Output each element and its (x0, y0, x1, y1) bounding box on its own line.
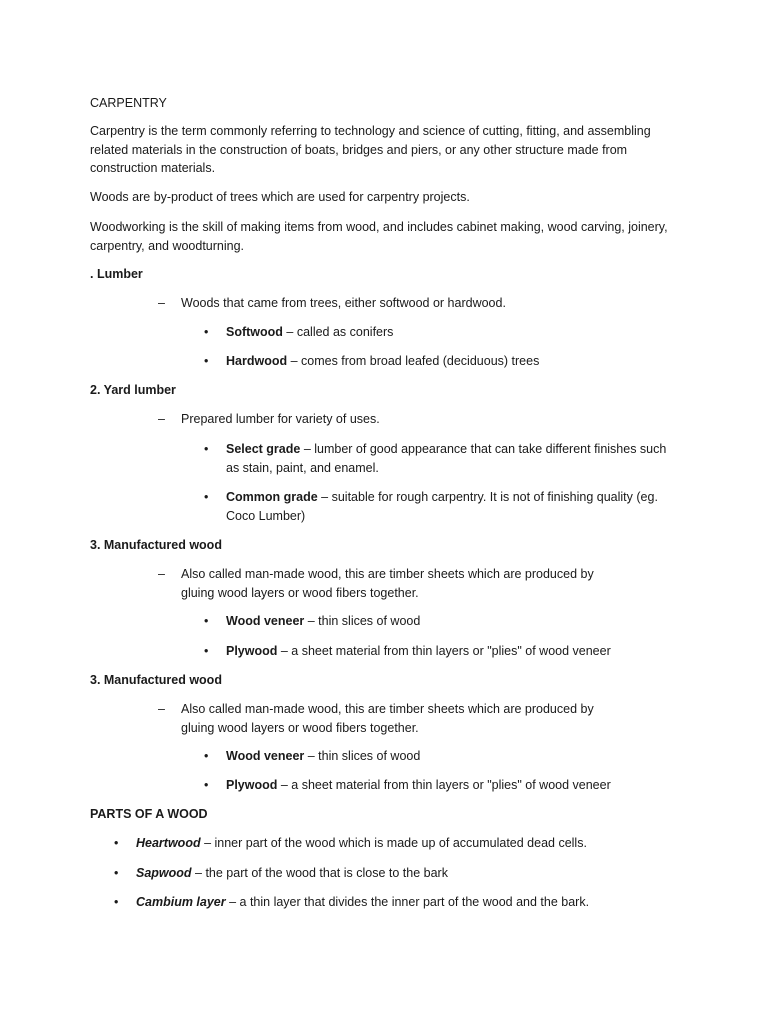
intro-paragraph-2: Woods are by-product of trees which are used for carpentry projects. (90, 190, 470, 204)
bullet-icon: • (204, 644, 209, 658)
bullet-item (204, 440, 674, 477)
parts-item (114, 834, 674, 853)
bullet-icon: • (204, 749, 209, 763)
bullet-item (204, 612, 674, 631)
parts-desc: – a thin layer that divides the inner part of the wood and the bark. (225, 895, 590, 909)
section-heading-parts-of-a-wood: PARTS OF A WOOD (90, 807, 208, 821)
bullet-desc: – thin slices of wood (304, 749, 421, 763)
bullet-item (204, 747, 674, 766)
dash-item (158, 700, 628, 737)
bullet-item (204, 323, 674, 342)
dash-marker: – (158, 296, 165, 310)
dash-item (158, 294, 628, 313)
dash-item (158, 565, 628, 602)
dash-text: Woods that came from trees, either softwood or hardwood. (181, 296, 506, 310)
bullet-icon: • (204, 614, 209, 628)
bullet-icon: • (204, 325, 209, 339)
bullet-item (204, 352, 674, 371)
bullet-item (204, 642, 674, 661)
section-heading-lumber: . Lumber (90, 267, 143, 281)
bullet-desc: – thin slices of wood (304, 614, 421, 628)
bullet-icon: • (204, 354, 209, 368)
bullet-term: Softwood (226, 325, 283, 339)
bullet-term: Wood veneer (226, 614, 305, 628)
bullet-desc: – comes from broad leafed (deciduous) trees (287, 354, 540, 368)
dash-text: Prepared lumber for variety of uses. (181, 412, 380, 426)
parts-item (114, 893, 674, 912)
bullet-icon: • (204, 490, 209, 504)
dash-text: Also called man-made wood, this are timber sheets which are produced by gluing wood layers or wood fibers together. (181, 702, 594, 735)
parts-term: Sapwood (136, 866, 192, 880)
bullet-desc: – a sheet material from thin layers or "plies" of wood veneer (277, 778, 611, 792)
parts-desc: – inner part of the wood which is made up of accumulated dead cells. (200, 836, 587, 850)
parts-item (114, 864, 674, 883)
bullet-term: Plywood (226, 644, 278, 658)
bullet-icon: • (114, 895, 119, 909)
bullet-icon: • (204, 442, 209, 456)
bullet-term: Common grade (226, 490, 318, 504)
bullet-icon: • (114, 836, 119, 850)
dash-item (158, 410, 628, 429)
parts-term: Cambium layer (136, 895, 226, 909)
bullet-icon: • (204, 778, 209, 792)
intro-paragraph-1: Carpentry is the term commonly referring to technology and science of cutting, fitting, and assembling related materials in the construction of boats, bridges and piers, or any other structure made from construction materials. (90, 124, 651, 175)
section-heading-yard-lumber: 2. Yard lumber (90, 383, 176, 397)
bullet-term: Plywood (226, 778, 278, 792)
bullet-desc: – called as conifers (282, 325, 394, 339)
bullet-item (204, 776, 674, 795)
dash-text: Also called man-made wood, this are timber sheets which are produced by gluing wood layers or wood fibers together. (181, 567, 594, 600)
bullet-icon: • (114, 866, 119, 880)
parts-desc: – the part of the wood that is close to the bark (191, 866, 448, 880)
bullet-term: Wood veneer (226, 749, 305, 763)
dash-marker: – (158, 412, 165, 426)
bullet-desc: – suitable for rough carpentry. It is not of finishing quality (eg. Coco Lumber) (226, 490, 658, 523)
bullet-term: Select grade (226, 442, 301, 456)
bullet-item (204, 488, 674, 525)
parts-term: Heartwood (136, 836, 201, 850)
section-heading-manufactured-wood: 3. Manufactured wood (90, 673, 222, 687)
dash-marker: – (158, 567, 165, 581)
bullet-term: Hardwood (226, 354, 288, 368)
document-title: CARPENTRY (90, 96, 167, 110)
bullet-desc: – a sheet material from thin layers or "plies" of wood veneer (277, 644, 611, 658)
section-heading-manufactured-wood: 3. Manufactured wood (90, 538, 222, 552)
bullet-desc: – lumber of good appearance that can take different finishes such as stain, paint, and enamel. (226, 442, 667, 475)
dash-marker: – (158, 702, 165, 716)
intro-paragraph-3: Woodworking is the skill of making items from wood, and includes cabinet making, wood carving, joinery, carpentry, and woodturning. (90, 220, 668, 253)
